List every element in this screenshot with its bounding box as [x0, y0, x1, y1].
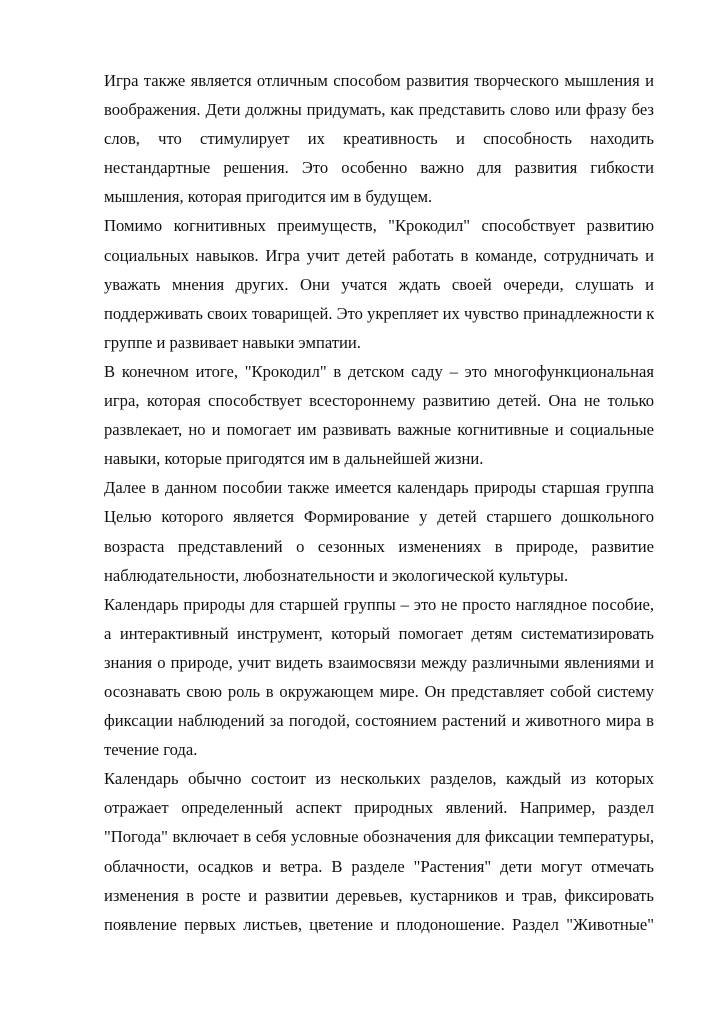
text-line: облачности, осадков и ветра. В разделе "Растения" дети могут отмечать	[104, 856, 654, 876]
text-line: воображения. Дети должны придумать, как представить слово или фразу без	[104, 100, 654, 120]
paragraph-1	[104, 66, 654, 211]
text-line: уважать мнения других. Они учатся ждать своей очереди, слушать и	[104, 274, 654, 294]
text-line: группе и развивает навыки эмпатии.	[104, 332, 361, 352]
text-line: возраста представлений о сезонных изменениях в природе, развитие	[104, 536, 654, 556]
document-body	[104, 66, 654, 939]
text-line: мышления, которая пригодится им в будущем.	[104, 187, 433, 207]
text-line: В конечном итоге, "Крокодил" в детском саду – это многофункциональная	[104, 361, 654, 381]
text-line: навыки, которые пригодятся им в дальнейшей жизни.	[104, 449, 484, 469]
text-line: знания о природе, учит видеть взаимосвязи между различными явлениями и	[104, 652, 654, 672]
paragraph-6	[104, 764, 654, 939]
text-line: Календарь обычно состоит из нескольких разделов, каждый из которых	[104, 769, 654, 789]
text-line: изменения в росте и развитии деревьев, кустарников и трав, фиксировать	[104, 885, 654, 905]
paragraph-3	[104, 357, 654, 473]
text-line: развлекает, но и помогает им развивать важные когнитивные и социальные	[104, 420, 654, 440]
text-line: появление первых листьев, цветение и плодоношение. Раздел "Животные"	[104, 914, 654, 934]
text-line: Календарь природы для старшей группы – это не просто наглядное пособие,	[104, 594, 654, 614]
text-line: осознавать свою роль в окружающем мире. Он представляет собой систему	[104, 681, 654, 701]
text-line: поддерживать своих товарищей. Это укрепляет их чувство принадлежности к	[104, 303, 654, 323]
paragraph-5	[104, 590, 654, 765]
paragraph-4	[104, 473, 654, 589]
text-line: а интерактивный инструмент, который помогает детям систематизировать	[104, 623, 654, 643]
text-line: Помимо когнитивных преимуществ, "Крокодил" способствует развитию	[104, 216, 654, 236]
text-line: игра, которая способствует всестороннему развитию детей. Она не только	[104, 391, 654, 411]
text-line: фиксации наблюдений за погодой, состоянием растений и животного мира в	[104, 711, 654, 731]
text-line: социальных навыков. Игра учит детей работать в команде, сотрудничать и	[104, 245, 654, 265]
text-line: отражает определенный аспект природных явлений. Например, раздел	[104, 798, 654, 818]
text-line: нестандартные решения. Это особенно важно для развития гибкости	[104, 158, 654, 178]
text-line: "Погода" включает в себя условные обозначения для фиксации температуры,	[104, 827, 654, 847]
text-line: наблюдательности, любознательности и экологической культуры.	[104, 565, 569, 585]
text-line: Целью которого является Формирование у детей старшего дошкольного	[104, 507, 654, 527]
text-line: Далее в данном пособии также имеется календарь природы старшая группа	[104, 478, 654, 498]
paragraph-2	[104, 211, 654, 356]
text-line: течение года.	[104, 740, 198, 760]
text-line: слов, что стимулирует их креативность и способность находить	[104, 129, 654, 149]
text-line: Игра также является отличным способом развития творческого мышления и	[104, 71, 654, 90]
